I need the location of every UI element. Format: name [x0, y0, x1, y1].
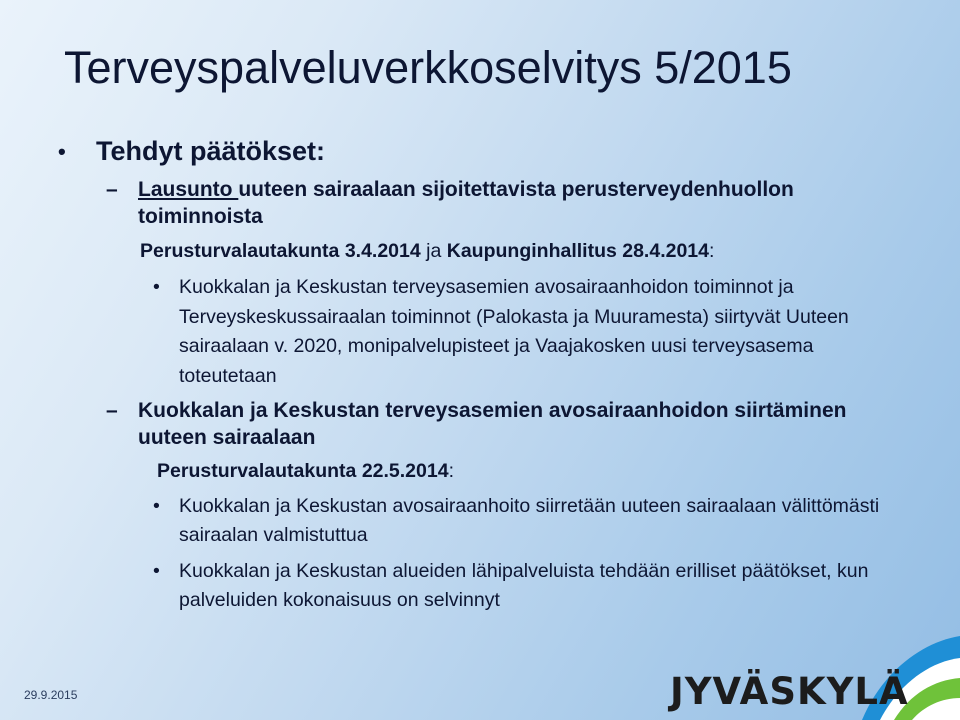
bullet-icon: • — [58, 138, 66, 164]
dash-icon: – — [106, 178, 118, 201]
lausunto-link[interactable]: Lausunto — [138, 178, 239, 201]
bullet-icon: • — [153, 495, 160, 517]
logo-text: JYVÄSKYLÄ — [670, 670, 909, 713]
item2-heading-text: Kuokkalan ja Keskustan terveysasemien avosairaanhoidon siirtäminen uuteen sairaalaan — [138, 399, 847, 449]
item2-point-1 — [153, 492, 883, 550]
item1-heading — [106, 176, 866, 230]
section-heading-text: Tehdyt päätökset: — [96, 136, 326, 166]
item2-heading — [106, 397, 866, 451]
bullet-icon: • — [153, 276, 160, 298]
item1-heading-text: Lausunto uuteen sairaalaan sijoitettavista perusterveydenhuollon toiminnoista — [138, 178, 794, 228]
jyvaskyla-logo — [666, 632, 960, 720]
slide-title: Terveyspalveluverkkoselvitys 5/2015 — [64, 42, 792, 93]
item2-point-2 — [153, 557, 883, 615]
footer-date: 29.9.2015 — [24, 688, 78, 702]
dash-icon: – — [106, 399, 118, 422]
item2-point-2-text: Kuokkalan ja Keskustan alueiden lähipalveluista tehdään erilliset päätökset, kun palveluiden kokonaisuus on selvinnyt — [179, 560, 869, 611]
item1-point-text: Kuokkalan ja Keskustan terveysasemien avosairaanhoidon toiminnot ja Terveyskeskussairaalan toiminnot (Palokasta ja Muuramesta) siirtyvät Uuteen sairaalaan v. 2020, monipalvelupisteet ja Vaajakosken uusi terveysasema toteutetaan — [179, 276, 849, 387]
item1-decision: Perusturvalautakunta 3.4.2014 ja Kaupunginhallitus 28.4.2014: — [140, 240, 715, 262]
section-heading — [58, 136, 325, 167]
item1-point — [153, 273, 883, 391]
item2-point-1-text: Kuokkalan ja Keskustan avosairaanhoito siirretään uuteen sairaalaan välittömästi sairaalan valmistuttua — [179, 495, 880, 546]
bullet-icon: • — [153, 560, 160, 582]
item2-decision: Perusturvalautakunta 22.5.2014: — [157, 460, 454, 482]
